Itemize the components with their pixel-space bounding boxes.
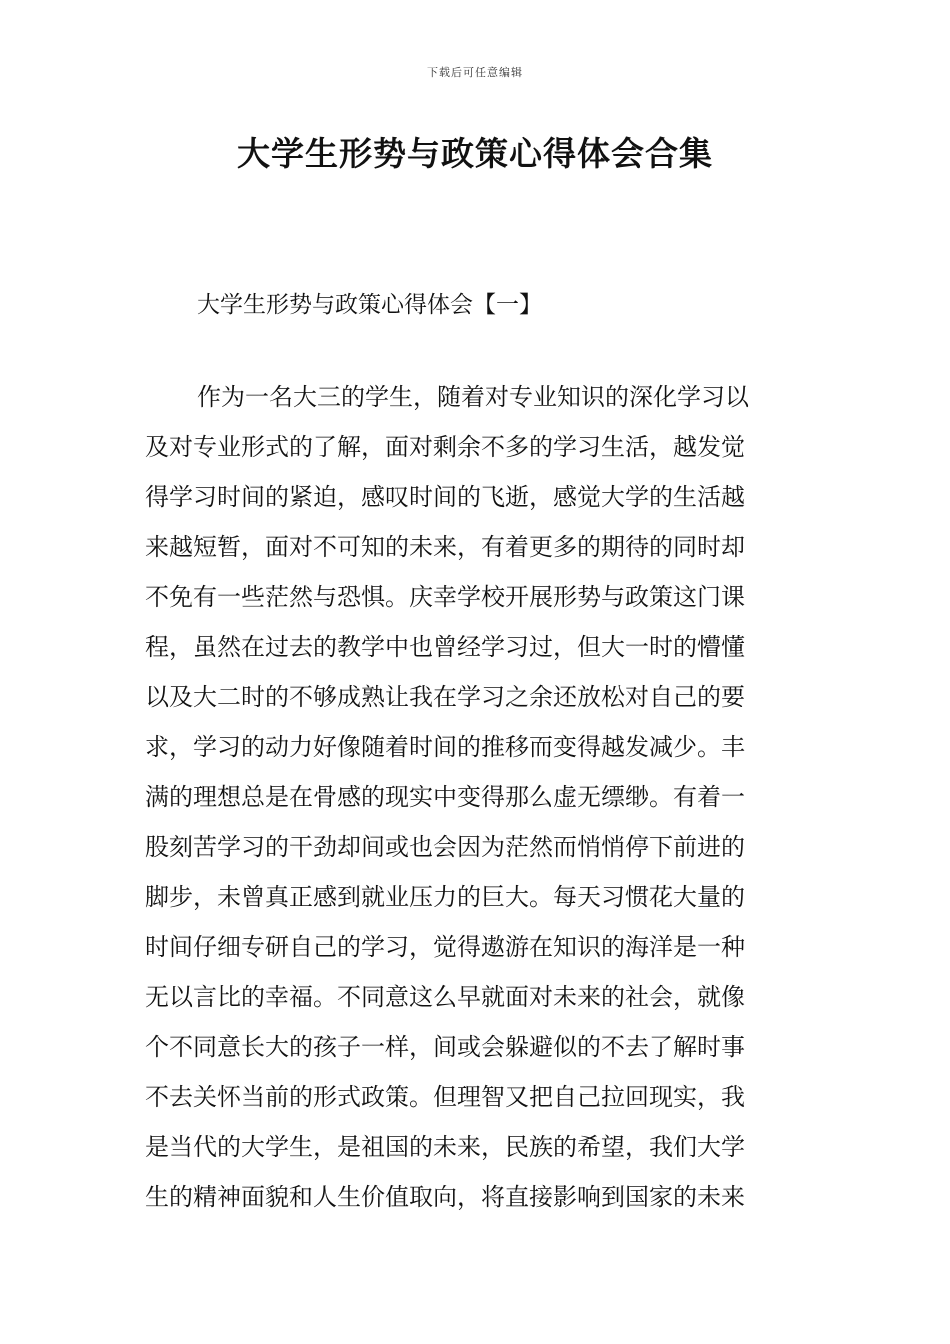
paragraph-line: 作为一名大三的学生，随着对专业知识的深化学习以 (197, 383, 749, 411)
paragraph-line: 无以言比的幸福。不同意这么早就面对未来的社会，就像 (145, 983, 745, 1011)
paragraph-line: 生的精神面貌和人生价值取向，将直接影响到国家的未来 (145, 1183, 745, 1211)
paragraph-line: 及对专业形式的了解，面对剩余不多的学习生活，越发觉 (145, 433, 745, 461)
header-note: 下载后可任意编辑 (427, 66, 523, 79)
paragraph-line: 程，虽然在过去的教学中也曾经学习过，但大一时的懵懂 (145, 633, 745, 661)
paragraph-line: 是当代的大学生，是祖国的未来，民族的希望，我们大学 (145, 1133, 745, 1161)
paragraph-line: 来越短暂，面对不可知的未来，有着更多的期待的同时却 (145, 533, 745, 561)
paragraph-line: 不免有一些茫然与恐惧。庆幸学校开展形势与政策这门课 (145, 583, 745, 611)
section-heading: 大学生形势与政策心得体会【一】 (197, 292, 542, 318)
paragraph-line: 股刻苦学习的干劲却间或也会因为茫然而悄悄停下前进的 (145, 833, 745, 861)
paragraph-line: 得学习时间的紧迫，感叹时间的飞逝，感觉大学的生活越 (145, 483, 745, 511)
paragraph-line: 以及大二时的不够成熟让我在学习之余还放松对自己的要 (145, 683, 745, 711)
document-title: 大学生形势与政策心得体会合集 (237, 134, 713, 173)
paragraph-line: 满的理想总是在骨感的现实中变得那么虚无缥缈。有着一 (145, 783, 745, 811)
paragraph-line: 时间仔细专研自己的学习，觉得遨游在知识的海洋是一种 (145, 933, 745, 961)
paragraph-line: 不去关怀当前的形式政策。但理智又把自己拉回现实，我 (145, 1083, 745, 1111)
paragraph-line: 个不同意长大的孩子一样，间或会躲避似的不去了解时事 (145, 1033, 745, 1061)
body-paragraph (145, 372, 807, 1222)
paragraph-line: 脚步，未曾真正感到就业压力的巨大。每天习惯花大量的 (145, 883, 745, 911)
paragraph-line: 求，学习的动力好像随着时间的推移而变得越发减少。丰 (145, 733, 745, 761)
